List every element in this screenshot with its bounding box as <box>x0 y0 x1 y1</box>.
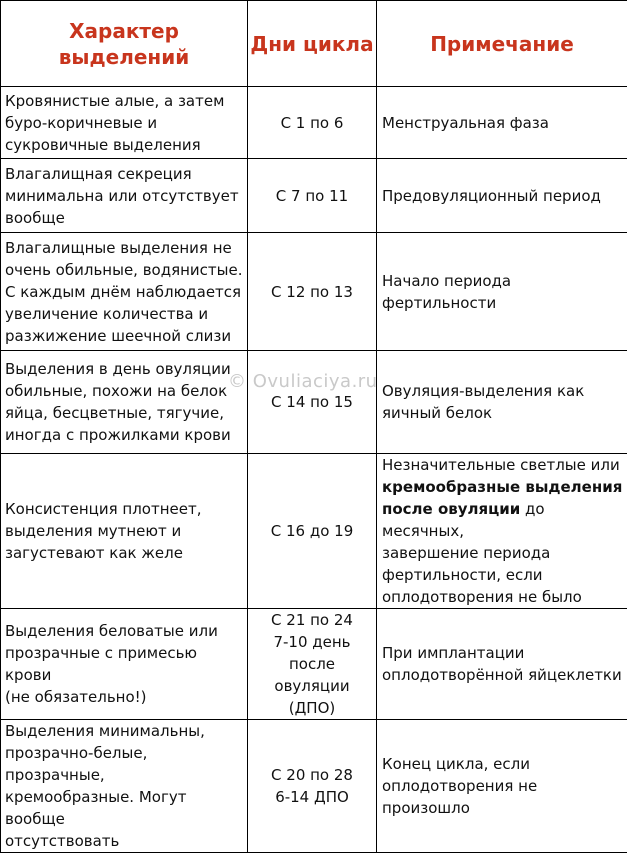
table-row <box>1 609 627 720</box>
note-text-after: до месячных, завершение периода фертильности, если оплодотворения не было <box>382 500 582 606</box>
note-text-bold: кремообразные выделения после овуляции <box>382 478 622 518</box>
days-cell: С 7 по 11 <box>248 159 377 233</box>
table-row <box>1 233 627 351</box>
table-row <box>1 159 627 233</box>
table-header-row <box>1 1 627 87</box>
note-text-before: Незначительные светлые или <box>382 456 620 474</box>
table-row <box>1 454 627 609</box>
discharge-cell: Выделения беловатые или прозрачные с примесью крови (не обязательно!) <box>1 609 248 720</box>
discharge-cell: Консистенция плотнеет, выделения мутнеют и загустевают как желе <box>1 454 248 609</box>
discharge-cell: Выделения в день овуляции обильные, похожи на белок яйца, бесцветные, тягучие, иногда с прожилками крови <box>1 351 248 454</box>
discharge-cell: Выделения минимальны, прозрачно-белые, прозрачные, кремообразные. Могут вообще отсутствовать <box>1 720 248 853</box>
note-cell: Конец цикла, если оплодотворения не произошло <box>377 720 627 853</box>
days-cell: С 12 по 13 <box>248 233 377 351</box>
header-note: Примечание <box>377 1 627 87</box>
days-cell: С 1 по 6 <box>248 87 377 159</box>
discharge-cell: Влагалищная секреция минимальна или отсутствует вообще <box>1 159 248 233</box>
days-cell: С 21 по 24 7-10 день после овуляции (ДПО) <box>248 609 377 720</box>
watermark-text: © Ovuliaciya.ru <box>228 371 378 392</box>
days-cell: С 16 до 19 <box>248 454 377 609</box>
note-cell: Начало периода фертильности <box>377 233 627 351</box>
days-cell: С 14 по 15 <box>248 351 377 454</box>
header-discharge-character: Характер выделений <box>1 1 248 87</box>
header-cycle-days: Дни цикла <box>248 1 377 87</box>
note-cell: Предовуляционный период <box>377 159 627 233</box>
note-cell <box>377 454 627 609</box>
note-cell: Менструальная фаза <box>377 87 627 159</box>
table-row <box>1 720 627 853</box>
days-cell: С 20 по 28 6-14 ДПО <box>248 720 377 853</box>
note-cell: Овуляция-выделения как яичный белок <box>377 351 627 454</box>
table-row <box>1 87 627 159</box>
note-cell: При имплантации оплодотворённой яйцеклетки <box>377 609 627 720</box>
discharge-cell: Кровянистые алые, а затем буро-коричневые и сукровичные выделения <box>1 87 248 159</box>
table-row <box>1 351 627 454</box>
discharge-cell: Влагалищные выделения не очень обильные, водянистые. С каждым днём наблюдается увеличение количества и разжижение шеечной слизи <box>1 233 248 351</box>
